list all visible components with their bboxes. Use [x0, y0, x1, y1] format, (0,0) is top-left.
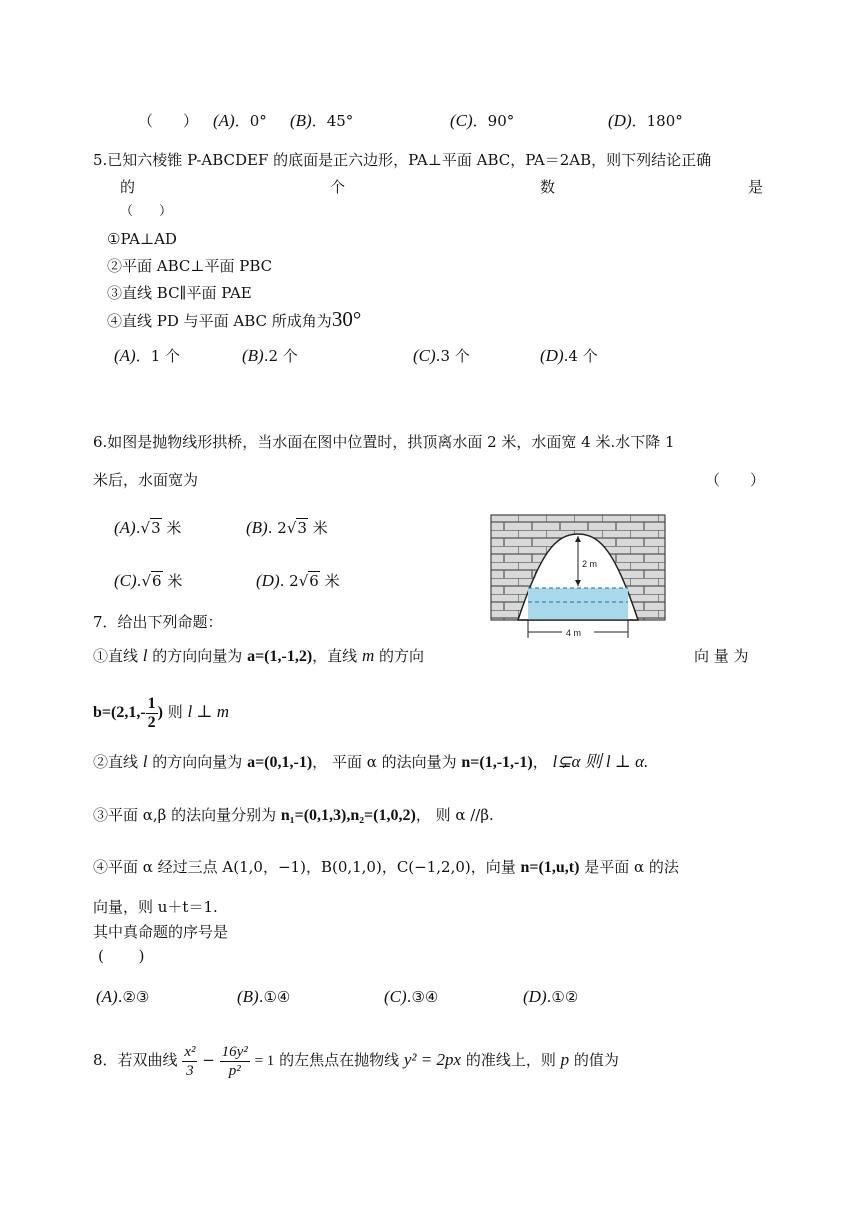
- q6-stem-2: 米后，水面宽为: [93, 471, 199, 489]
- q6-option-c: (C).√6 米: [114, 571, 183, 590]
- q5-stem: 5.已知六棱锥 P-ABCDEF 的底面是正六边形，PA⊥平面 ABC，PA＝2AB，则下列结论正确: [93, 151, 712, 169]
- q7-option-c: (C).③④: [384, 987, 439, 1006]
- q5-answer-blank: （ ）: [120, 204, 173, 219]
- q7-option-d: (D).①②: [523, 987, 579, 1006]
- q5-option-a: (A)．1 个: [114, 346, 181, 365]
- q7-proposition-3: ③平面 α,β 的法向量分别为 n₁=(0,1,3),n₂=(1,0,2)， 则 α //β.: [93, 806, 494, 824]
- q5-item-3: ③直线 BC∥平面 PAE: [107, 284, 252, 302]
- q4-option-a: (A)．0°: [213, 111, 267, 130]
- q7-proposition-1: ①直线 l 的方向向量为 a=(1,-1,2)，直线 m 的方向: [93, 646, 425, 665]
- q6-answer-blank: （ ）: [705, 471, 766, 489]
- q7-title: 7．给出下列命题：: [93, 613, 223, 631]
- water-line-label: l: [534, 570, 536, 580]
- q6-option-b: (B). 2√3 米: [246, 518, 328, 537]
- fraction-16y2-over-p2: $\frac{\text{16y²}}{\text{p²}}$: [221, 1043, 248, 1079]
- arch-bridge-figure: [490, 514, 666, 644]
- q4-answer-blank: （ ）: [138, 112, 199, 130]
- q5-item-4: ④直线 PD 与平面 ABC 所成角为30°: [107, 307, 362, 331]
- q7-option-a: (A).②③: [96, 987, 150, 1006]
- q6-stem: 6.如图是抛物线形拱桥，当水面在图中位置时，拱顶离水面 2 米，水面宽 4 米.水下降 1: [93, 433, 675, 451]
- q4-option-c: (C)．90°: [450, 111, 515, 130]
- q7-proposition-2: ②直线 l 的方向向量为 a=(0,1,-1)， 平面 α 的法向量为 n=(1,-1,-1)， l⊊α 则 l ⊥ α.: [93, 752, 649, 771]
- q5-option-b: (B).2 个: [242, 346, 298, 365]
- q6-option-d: (D). 2√6 米: [256, 571, 340, 590]
- width-label: 4 m: [566, 628, 582, 638]
- q7-option-b: (B).①④: [237, 987, 291, 1006]
- q7-question: 其中真命题的序号是: [93, 923, 229, 941]
- q4-option-d: (D)．180°: [608, 111, 683, 130]
- q5-stem-word: 的: [120, 178, 136, 196]
- q5-stem-word: 是: [748, 178, 764, 196]
- q5-stem-word: 数: [540, 178, 556, 196]
- q5-option-c: (C).3 个: [413, 346, 470, 365]
- q7-proposition-4-cont: 向量，则 u＋t＝1.: [93, 898, 218, 916]
- fraction-x2-over-3: $\frac{\text{x²}}{3}$: [184, 1043, 196, 1079]
- q7-proposition-4: ④平面 α 经过三点 A(1,0，−1)，B(0,1,0)，C(−1,2,0)，向量 n=(1,u,t) 是平面 α 的法: [93, 858, 679, 876]
- water-region: [528, 588, 628, 620]
- question-8: 8．若双曲线 $\frac{\text{x²}}{3}$ − $\frac{\text{16y²}}{\text{p²}}$ = 1 的左焦点在抛物线 y² = 2px 的准线上，则 p 的值为: [93, 1043, 619, 1079]
- q7-answer-blank: ( ): [98, 947, 145, 965]
- fraction: $\frac{1}{2}$: [147, 694, 156, 731]
- height-label: 2 m: [582, 559, 598, 569]
- q6-option-a: (A).√3 米: [114, 518, 182, 537]
- q4-option-b: (B)．45°: [290, 111, 354, 130]
- q5-item-1: ①PA⊥AD: [107, 230, 177, 248]
- q5-stem-word: 个: [330, 178, 346, 196]
- q7-proposition-1-vector: b=(2,1,- $\frac{1}{2}$ ) 则 l ⊥ m: [93, 694, 230, 731]
- q5-item-2: ②平面 ABC⊥平面 PBC: [107, 257, 273, 275]
- q7-proposition-1-tail: 向 量 为: [694, 647, 749, 665]
- q5-option-d: (D).4 个: [540, 346, 598, 365]
